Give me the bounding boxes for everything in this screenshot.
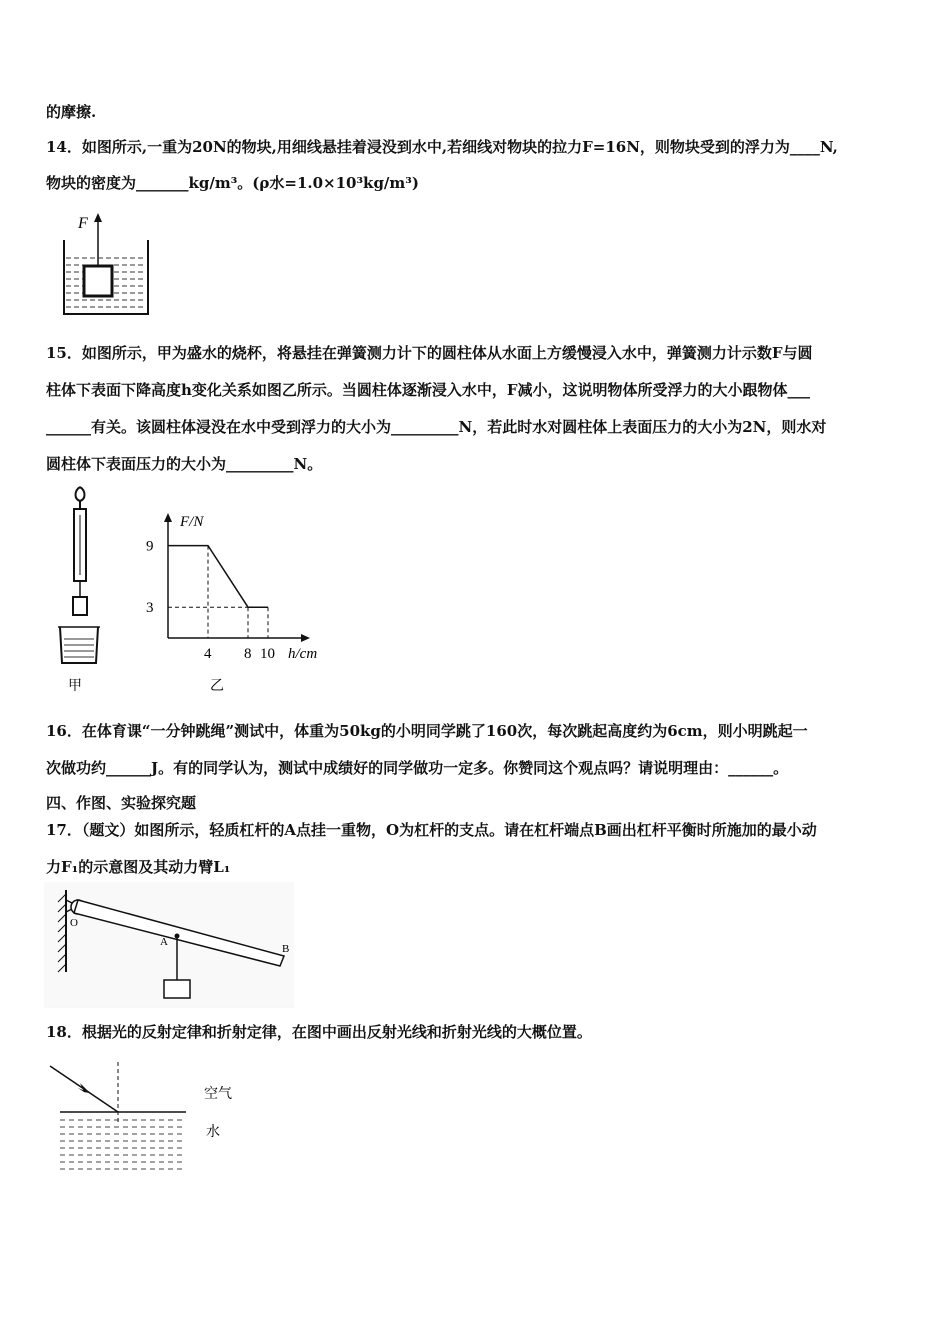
q15-line-3: ______有关。该圆柱体浸没在水中受到浮力的大小为_________N，若此时水对圆柱体上表面压力的大小为2N，则水对 <box>46 418 827 436</box>
q18-line-1: 18．根据光的反射定律和折射定律，在图中画出反射光线和折射光线的大概位置。 <box>46 1023 592 1041</box>
q18-light-figure <box>46 1060 256 1179</box>
prev-question-tail: 的摩擦. <box>46 103 97 121</box>
q15-fig-yi-label: 乙 <box>210 679 224 694</box>
label-a: A <box>160 936 168 948</box>
label-water: 水 <box>206 1124 220 1140</box>
q14-line-1: 14．如图所示,一重为20N的物块,用细线悬挂着浸没到水中,若细线对物块的拉力F=16N，则物块受到的浮力为____N, <box>46 138 838 156</box>
q15-fh-chart <box>140 502 340 701</box>
q15-spring-scale-figure <box>50 485 120 699</box>
x-tick-label: 10 <box>260 646 275 662</box>
q14-beaker-figure <box>50 210 160 324</box>
q17-lever-figure <box>44 882 294 1008</box>
x-tick-label: 4 <box>204 646 212 662</box>
x-tick-label: 8 <box>244 646 252 662</box>
q15-line-4: 圆柱体下表面压力的大小为_________N。 <box>46 455 323 473</box>
section-4-title: 四、作图、实验探究题 <box>46 794 197 812</box>
q15-fig-jia-label: 甲 <box>68 679 82 694</box>
series-line <box>168 546 268 608</box>
y-tick-label: 9 <box>146 538 154 555</box>
y-tick-label: 3 <box>146 600 154 617</box>
label-o: O <box>70 917 78 929</box>
q14-line-2: 物块的密度为_______kg/m³。(ρ水=1.0×10³kg/m³) <box>46 174 419 192</box>
q16-line-2: 次做功约______J。有的同学认为，测试中成绩好的同学做功一定多。你赞同这个观点吗？请说明理由：______。 <box>46 759 789 777</box>
q16-line-1: 16．在体育课“一分钟跳绳”测试中，体重为50kg的小明同学跳了160次，每次跳起高度约为6cm，则小明跳起一 <box>46 722 808 740</box>
q15-line-1: 15．如图所示，甲为盛水的烧杯，将悬挂在弹簧测力计下的圆柱体从水面上方缓慢浸入水中，弹簧测力计示数F与圆 <box>46 344 813 362</box>
q17-line-2: 力F₁的示意图及其动力臂L₁ <box>46 858 231 876</box>
q15-line-2: 柱体下表面下降高度h变化关系如图乙所示。当圆柱体逐渐浸入水中，F减小，这说明物体所受浮力的大小跟物体___ <box>46 381 811 399</box>
q17-line-1: 17．（题文）如图所示，轻质杠杆的A点挂一重物，O为杠杆的支点。请在杠杆端点B画出杠杆平衡时所施加的最小动 <box>46 821 817 839</box>
q14-force-label: F <box>78 215 88 232</box>
y-axis-label: F/N <box>180 514 204 530</box>
label-air: 空气 <box>204 1086 232 1102</box>
x-axis-label: h/cm <box>288 646 318 662</box>
label-b: B <box>282 943 290 955</box>
